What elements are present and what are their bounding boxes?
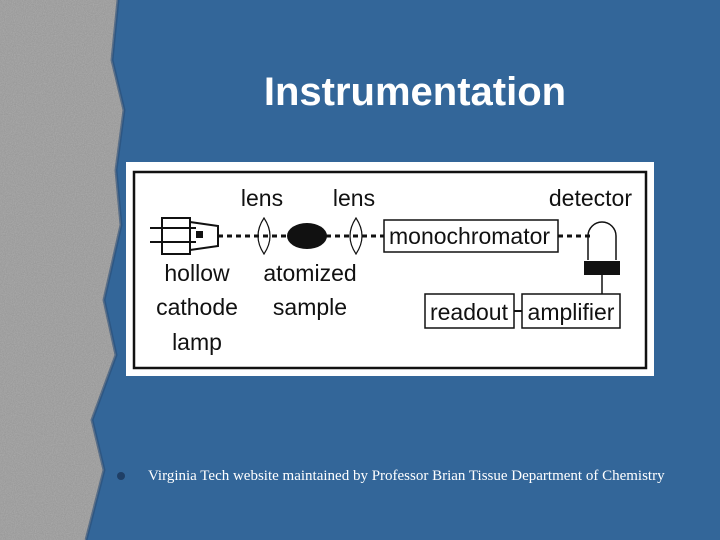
label-hollow: hollow: [164, 260, 230, 286]
label-amplifier: amplifier: [527, 299, 615, 325]
aas-instrument-diagram: [126, 162, 654, 376]
label-atomized: atomized: [263, 260, 357, 286]
label-monochromator: monochromator: [389, 223, 551, 249]
label-sample: sample: [272, 294, 348, 320]
label-cathode: cathode: [156, 294, 238, 320]
footer-credit: Virginia Tech website maintained by Professor Brian Tissue Department of Chemistry: [148, 468, 665, 484]
label-lens-left: lens: [240, 185, 284, 211]
granite-border: [0, 0, 140, 540]
atomized-sample-icon: [287, 223, 327, 249]
label-lens-right: lens: [332, 185, 376, 211]
slide-title: Instrumentation: [263, 70, 567, 114]
label-lamp: lamp: [172, 329, 222, 355]
footer-bullet: [117, 472, 125, 480]
label-readout: readout: [429, 299, 509, 325]
label-detector: detector: [548, 185, 632, 211]
